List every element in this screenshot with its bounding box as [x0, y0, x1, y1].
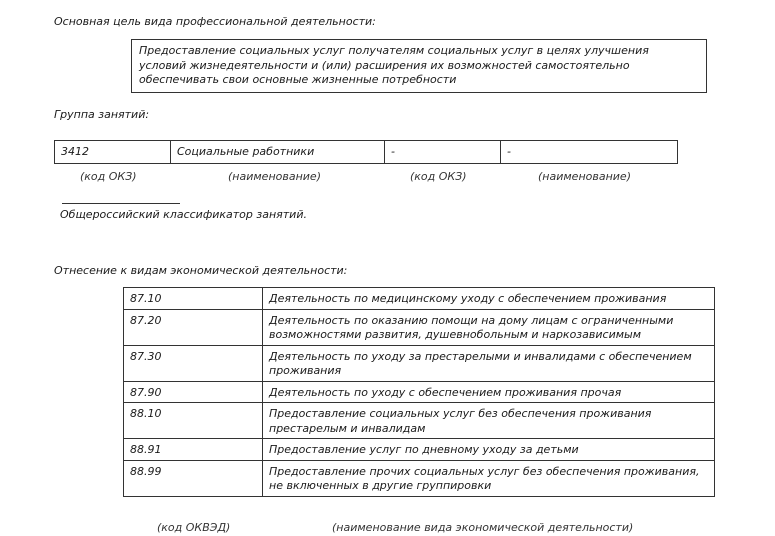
okved-name-cell: Предоставление социальных услуг без обеспечения проживания престарелым и инвалидам	[263, 403, 715, 439]
activities-table	[123, 287, 715, 497]
activities-heading: Отнесение к видам экономической деятельности:	[54, 264, 348, 277]
okved-code-cell: 87.20	[124, 309, 263, 345]
okz-name-cell: Социальные работники	[171, 141, 385, 164]
okved-code-cell: 87.10	[124, 288, 263, 310]
activity-row	[124, 309, 715, 345]
okved-code-cell: 87.30	[124, 345, 263, 381]
okved-code-cell: 87.90	[124, 381, 263, 403]
occupation-group-row	[55, 141, 678, 164]
activity-row	[124, 288, 715, 310]
okz-name-cell-2: -	[501, 141, 678, 164]
okved-code-cell: 88.99	[124, 460, 263, 496]
okved-name-cell: Деятельность по уходу за престарелыми и инвалидами с обеспечением проживания	[263, 345, 715, 381]
caption-okz-name: (наименование)	[228, 170, 321, 183]
activity-row	[124, 439, 715, 461]
okved-code-cell: 88.10	[124, 403, 263, 439]
goal-text-box: Предоставление социальных услуг получателям социальных услуг в целях улучшения условий жизнедеятельности и (или) расширения их возможностей самостоятельно обеспечивать свои основные жизненные потребности	[131, 39, 707, 93]
caption-okz-code: (код ОКЗ)	[80, 170, 137, 183]
okved-code-cell: 88.91	[124, 439, 263, 461]
footnote-divider	[62, 203, 180, 204]
activity-row	[124, 403, 715, 439]
goal-heading: Основная цель вида профессиональной деятельности:	[54, 15, 376, 28]
occupation-group-heading: Группа занятий:	[54, 108, 150, 121]
okved-name-cell: Деятельность по медицинскому уходу с обеспечением проживания	[263, 288, 715, 310]
okved-name-cell: Предоставление услуг по дневному уходу за детьми	[263, 439, 715, 461]
caption-okz-code-2: (код ОКЗ)	[410, 170, 467, 183]
caption-okz-name-2: (наименование)	[538, 170, 631, 183]
footnote: Общероссийский классификатор занятий.	[60, 208, 307, 221]
caption-okved-name: (наименование вида экономической деятельности)	[332, 521, 634, 534]
okz-code-cell: 3412	[55, 141, 171, 164]
caption-okved-code: (код ОКВЭД)	[157, 521, 231, 534]
okved-name-cell: Деятельность по оказанию помощи на дому лицам с ограниченными возможностями развития, душевнобольным и наркозависимым	[263, 309, 715, 345]
okved-name-cell: Деятельность по уходу с обеспечением проживания прочая	[263, 381, 715, 403]
activity-row	[124, 460, 715, 496]
activity-row	[124, 381, 715, 403]
okved-name-cell: Предоставление прочих социальных услуг без обеспечения проживания, не включенных в другие группировки	[263, 460, 715, 496]
occupation-group-table	[54, 140, 678, 164]
okz-code-cell-2: -	[385, 141, 501, 164]
activity-row	[124, 345, 715, 381]
